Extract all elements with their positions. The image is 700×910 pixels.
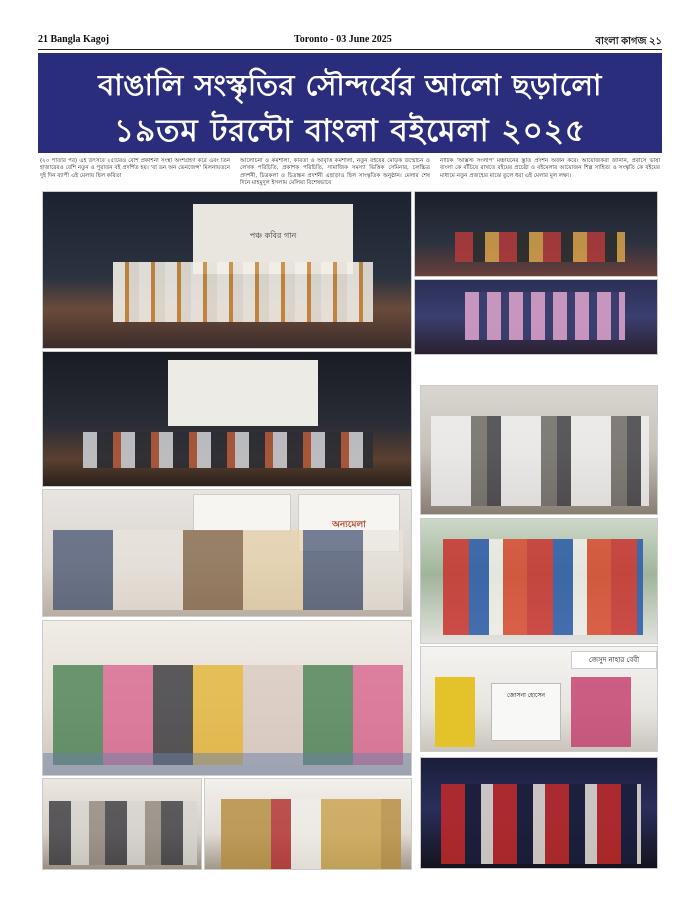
dancers	[465, 292, 625, 340]
panel-speakers	[53, 530, 403, 610]
photo-women-guests	[42, 620, 412, 776]
issue-date: Toronto - 03 June 2025	[294, 34, 392, 45]
page-number-left: 21 Bangla Kagoj	[38, 34, 110, 45]
headline-line-2: ১৯তম টরন্টো বাংলা বইমেলা ২০২৫	[113, 113, 587, 149]
guests-row	[431, 416, 649, 506]
photo-booth-panel	[42, 489, 412, 617]
page-header	[38, 34, 662, 48]
page-number-right: বাংলা কাগজ ২১	[595, 36, 662, 47]
photo-performers-red	[420, 757, 658, 869]
author-at-stall	[571, 677, 631, 747]
booth-sign-text: অন্যমেলা	[332, 520, 366, 530]
photo-seated-guests	[420, 385, 658, 515]
band-members	[83, 432, 373, 468]
photo-three-guests	[204, 778, 412, 870]
booth-sign-left	[193, 494, 291, 532]
photo-folk-dancers	[420, 518, 658, 644]
article-column-2: আলোচনা ও কর্মশালা, কবিতা ও আবৃত্তি কর্মশালা, নতুন বইয়ের মোড়ক উন্মোচন ও লেখক পরিচিতি, প্রকাশক পরিচিতি, সামাজিক সমস্যা ভিত্তিক সেমিনার, চলচ্চিত্র প্রদর্শনী, চিত্রকলা ও চিত্রাঙ্কন প্রদর্শনী এছাড়াও ছিল সাংস্কৃতিক অনুষ্ঠান। মেলার শেষ দিনে মাহমুদুল ইসলাম মেলিয়া বিশেষভাবে	[240, 158, 430, 187]
book-table	[43, 753, 412, 775]
header-rule	[38, 49, 662, 50]
stage-banner-text: পঞ্চ কবির গান	[249, 231, 297, 240]
photo-stage-choir	[42, 191, 412, 349]
projection-screen-2	[168, 360, 318, 426]
photo-book-stall	[420, 646, 658, 752]
photo-dance-group	[414, 279, 658, 355]
choir-singers	[113, 262, 373, 322]
attendees-group	[49, 801, 197, 865]
dancers-group	[443, 539, 643, 635]
guests-trio	[221, 799, 401, 869]
book-poster: জোসনা হোসেন	[491, 683, 561, 741]
women-group	[53, 665, 403, 765]
performers-line	[441, 784, 641, 864]
photo-musicians	[414, 191, 658, 277]
photo-band-stage	[42, 351, 412, 487]
stall-name-sign: জেসুদ নাহার বেবী	[571, 651, 657, 669]
photo-stall-attendees	[42, 778, 202, 870]
musicians-row	[455, 232, 625, 262]
headline-banner	[38, 53, 662, 153]
headline-line-1: বাঙালি সংস্কৃতির সৌন্দর্যের আলো ছড়ালো	[98, 68, 602, 102]
person-yellow-jacket	[435, 677, 475, 747]
article-column-3: নাটিক 'অক্সিস্ট সংলাপ' মঞ্চায়নের স্তুতি প্রদর্শন অর্জন করে। আয়োজকরা জানান, প্রবাসে ভাষা বাংলা কে বাঁচিয়ে রাখতে বইয়ের প্রচেষ্টা ও বইমেলার আয়োজন শিল্প সাহিত্য ও সংস্কৃতি কে বইয়ের মাধ্যমে নতুন প্রজন্মের মাঝে তুলে ধরা এই মেলার মূল লক্ষ্য।	[440, 158, 660, 179]
article-column-1: (২০ পাতার পর) এই উৎসবে ২৫টিরও বেশি প্রকাশনা সংস্থা অংশগ্রহণ করে এবং তিন হাজারেরও বেশি নতুন ও পুরাতন বই প্রদর্শিত হয়। 'বা ডন অন ভেনজেন্স' মিলনায়তনে দুই দিন ব্যাপী এই মেলায় ছিল কবিতা	[40, 158, 230, 179]
